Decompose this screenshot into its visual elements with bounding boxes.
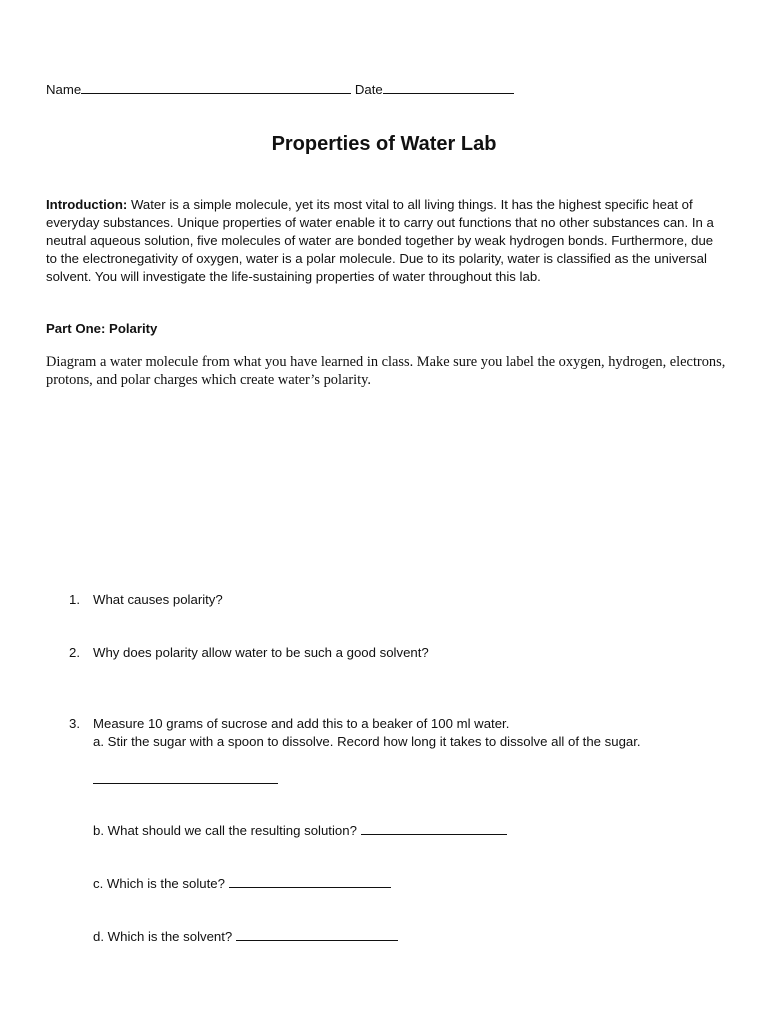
question-1-number: 1. [69, 592, 80, 607]
diagram-area[interactable] [46, 400, 726, 570]
question-3b-blank[interactable] [361, 821, 507, 835]
question-3-number: 3. [69, 716, 80, 731]
introduction-text: Water is a simple molecule, yet its most vital to all living things. It has the highest specific heat of everyday substances. Unique properties of water enable it to carry out functions that no other substances can. In a neutral aqueous solution, five molecules of water are bonded together by weak hydrogen bonds. Furthermore, due to the electronegativity of oxygen, water is a polar molecule. Due to its polarity, water is classified as the universal solvent. You will investigate the life-sustaining properties of water throughout this lab. [46, 197, 714, 284]
question-3d-text: d. Which is the solvent? [93, 929, 233, 944]
question-3a-answer-row [93, 770, 278, 787]
part-one-heading: Part One: Polarity [46, 321, 158, 336]
question-3c-text: c. Which is the solute? [93, 876, 225, 891]
introduction-label: Introduction: [46, 197, 128, 212]
name-label: Name [46, 82, 82, 97]
introduction-paragraph [46, 196, 726, 286]
question-3-text: Measure 10 grams of sucrose and add this to a beaker of 100 ml water. [93, 716, 510, 731]
name-blank[interactable] [81, 80, 351, 94]
question-3a-blank[interactable] [93, 770, 278, 784]
question-3c-row [93, 874, 391, 891]
date-blank[interactable] [383, 80, 514, 94]
part-one-instructions: Diagram a water molecule from what you have learned in class. Make sure you label the oxygen, hydrogen, electrons, protons, and polar charges which create water’s polarity. [46, 354, 726, 388]
question-3d-blank[interactable] [236, 927, 398, 941]
question-3b-row [93, 821, 507, 838]
question-3a-text: a. Stir the sugar with a spoon to dissolve. Record how long it takes to dissolve all of the sugar. [93, 734, 641, 749]
question-2-text: Why does polarity allow water to be such a good solvent? [93, 645, 429, 660]
name-date-line [46, 80, 514, 97]
question-3d-row [93, 927, 398, 944]
question-3c-blank[interactable] [229, 874, 391, 888]
question-1-text: What causes polarity? [93, 592, 223, 607]
question-3b-text: b. What should we call the resulting solution? [93, 823, 357, 838]
date-label: Date [354, 82, 383, 97]
page-title: Properties of Water Lab [271, 133, 497, 155]
question-2-number: 2. [69, 645, 80, 660]
